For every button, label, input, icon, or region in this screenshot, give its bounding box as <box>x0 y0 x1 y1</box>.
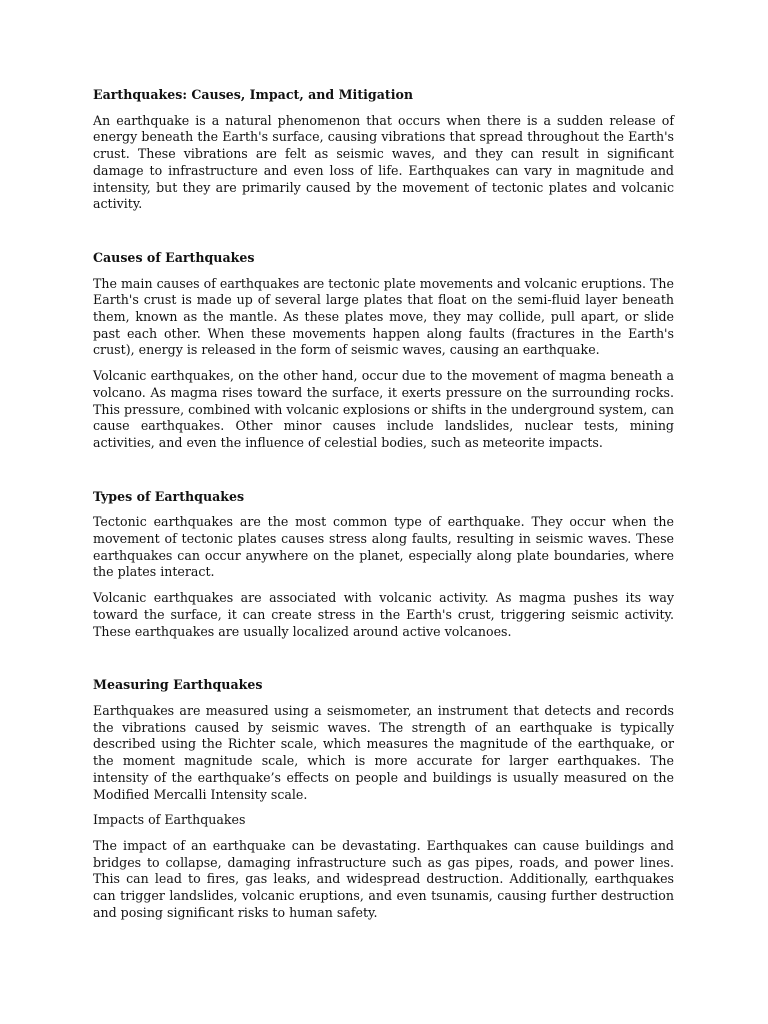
document-page <box>93 87 674 930</box>
section-paragraph: The impact of an earthquake can be devastating. Earthquakes can cause buildings and bridges to collapse, damaging infrastructure such as gas pipes, roads, and power lines. This can lead to fires, gas leaks, and widespread destruction. Additionally, earthquakes can trigger landslides, volcanic eruptions, and even tsunamis, causing further destruction and posing significant risks to human safety. <box>93 837 674 920</box>
section-causes <box>93 250 674 452</box>
section-heading: Impacts of Earthquakes <box>93 812 246 828</box>
intro-paragraph: An earthquake is a natural phenomenon that occurs when there is a sudden release of energy beneath the Earth's surface, causing vibrations that spread throughout the Earth's crust. These vibrations are felt as seismic waves, and they can result in significant damage to infrastructure and even loss of life. Earthquakes can vary in magnitude and intensity, but they are primarily caused by the movement of tectonic plates and volcanic activity. <box>93 112 674 212</box>
section-measuring <box>93 677 674 803</box>
section-impacts <box>93 812 674 921</box>
section-paragraph: Earthquakes are measured using a seismometer, an instrument that detects and records the vibrations caused by seismic waves. The strength of an earthquake is typically described using the Richter scale, which measures the magnitude of the earthquake, or the moment magnitude scale, which is more accurate for larger earthquakes. The intensity of the earthquake’s effects on people and buildings is usually measured on the Modified Mercalli Intensity scale. <box>93 702 674 802</box>
section-paragraph: Volcanic earthquakes, on the other hand, occur due to the movement of magma beneath a volcano. As magma rises toward the surface, it exerts pressure on the surrounding rocks. This pressure, combined with volcanic explosions or shifts in the underground system, can cause earthquakes. Other minor causes include landslides, nuclear tests, mining activities, and even the influence of celestial bodies, such as meteorite impacts. <box>93 368 674 450</box>
section-heading: Measuring Earthquakes <box>93 677 263 693</box>
section-paragraph: Tectonic earthquakes are the most common type of earthquake. They occur when the movement of tectonic plates causes stress along faults, resulting in seismic waves. These earthquakes can occur anywhere on the planet, especially along plate boundaries, where the plates interact. <box>93 514 674 580</box>
section-paragraph: The main causes of earthquakes are tectonic plate movements and volcanic eruptions. The Earth's crust is made up of several large plates that float on the semi-fluid layer beneath them, known as the mantle. As these plates move, they may collide, pull apart, or slide past each other. When these movements happen along faults (fractures in the Earth's crust), energy is released in the form of seismic waves, causing an earthquake. <box>93 275 674 358</box>
document-title: Earthquakes: Causes, Impact, and Mitigation <box>93 87 414 102</box>
section-heading: Types of Earthquakes <box>93 488 245 504</box>
section-paragraph: Volcanic earthquakes are associated with volcanic activity. As magma pushes its way toward the surface, it can create stress in the Earth's crust, triggering seismic activity. These earthquakes are usually localized around active volcanoes. <box>93 590 674 639</box>
section-heading: Causes of Earthquakes <box>93 249 255 265</box>
section-types <box>93 489 674 641</box>
